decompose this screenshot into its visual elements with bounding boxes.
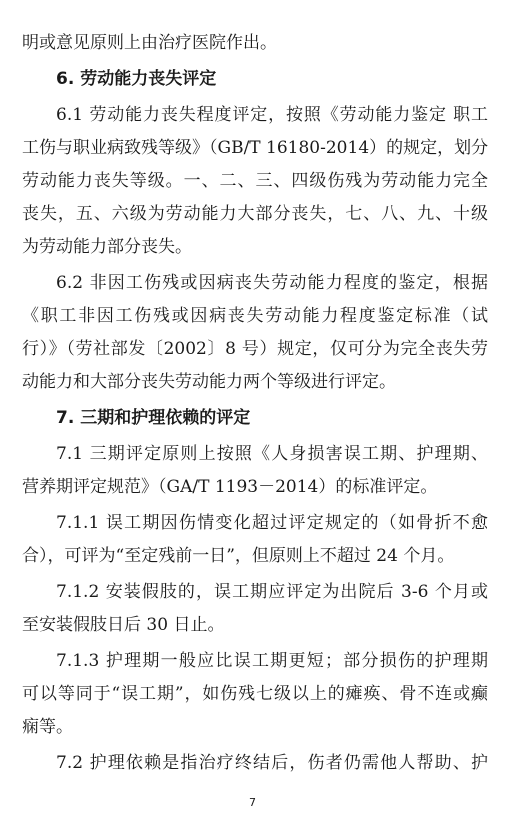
paragraph-line: 7.1 三期评定原则上按照《人身损害误工期、护理期、 (56, 444, 488, 464)
paragraph-line: 动能力和大部分丧失劳动能力两个等级进行评定。 (22, 372, 396, 392)
paragraph-line: 丧失，五、六级为劳动能力大部分丧失，七、八、九、十级 (22, 204, 488, 224)
section-heading-6: 6. 劳动能力丧失评定 (56, 69, 217, 89)
paragraph-line: 工伤与职业病致残等级》（GB/T 16180-2014）的规定，划分 (22, 138, 488, 158)
paragraph-line: 至安装假肢日后 30 日止。 (22, 615, 225, 635)
paragraph-line: 痫等。 (22, 717, 73, 737)
section-heading-7: 7. 三期和护理依赖的评定 (56, 408, 251, 428)
paragraph-line: 可以等同于“误工期”，如伤残七级以上的瘫痪、骨不连或癫 (22, 684, 488, 704)
paragraph-line: 营养期评定规范》（GA/T 1193－2014）的标准评定。 (22, 477, 438, 497)
paragraph-line: 7.1.2 安装假肢的，误工期应评定为出院后 3-6 个月或 (56, 582, 488, 602)
paragraph-line: 明或意见原则上由治疗医院作出。 (22, 33, 277, 53)
paragraph-line: 合），可评为“至定残前一日”，但原则上不超过 24 个月。 (22, 546, 455, 566)
paragraph-line: 6.1 劳动能力丧失程度评定，按照《劳动能力鉴定 职工 (56, 105, 488, 125)
paragraph-line: 为劳动能力部分丧失。 (22, 237, 192, 257)
paragraph-line: 6.2 非因工伤残或因病丧失劳动能力程度的鉴定，根据 (56, 273, 488, 293)
paragraph-line: 7.1.3 护理期一般应比误工期更短；部分损伤的护理期 (56, 651, 488, 671)
paragraph-line: 行）》（劳社部发〔2002〕8 号）规定，仅可分为完全丧失劳 (22, 339, 488, 359)
paragraph-line: 劳动能力丧失等级。一、二、三、四级伤残为劳动能力完全 (22, 171, 488, 191)
paragraph-line: 7.1.1 误工期因伤情变化超过评定规定的（如骨折不愈 (56, 513, 488, 533)
paragraph-line: 《职工非因工伤残或因病丧失劳动能力程度鉴定标准（试 (22, 306, 488, 326)
paragraph-line: 7.2 护理依赖是指治疗终结后，伤者仍需他人帮助、护 (56, 753, 488, 773)
page-number: 7 (249, 796, 256, 809)
